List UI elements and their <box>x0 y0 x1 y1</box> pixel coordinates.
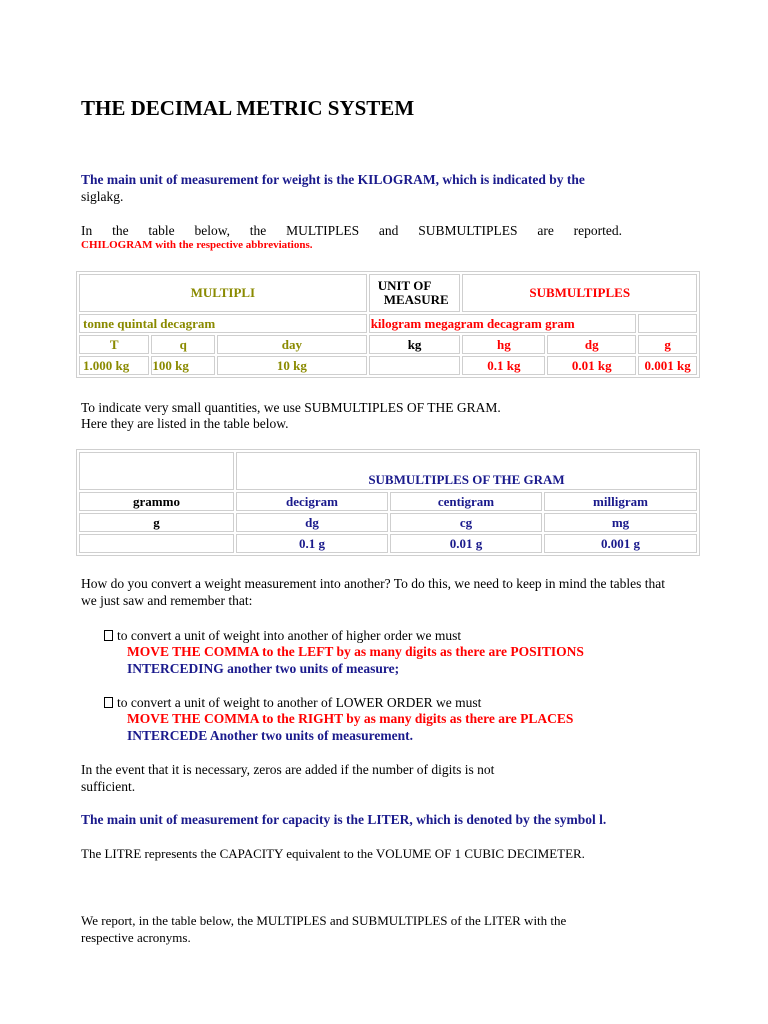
value-cell: 0.01 kg <box>547 356 636 375</box>
value-cell: 100 kg <box>151 356 215 375</box>
gram-submultiples-header: SUBMULTIPLES OF THE GRAM <box>236 452 697 490</box>
submultiples-header: SUBMULTIPLES <box>462 274 697 312</box>
zeros-note-2: sufficient. <box>81 779 136 794</box>
symbol-cell: mg <box>544 513 697 532</box>
rule-right-2: INTERCEDE Another two units of measurement. <box>127 728 414 743</box>
bullet-lower-order: to convert a unit of weight to another of LOWER ORDER we must <box>104 695 481 711</box>
unit-name-cell: centigram <box>390 492 542 511</box>
value-cell: 0.001 kg <box>638 356 697 375</box>
value-cell: 1.000 kg <box>79 356 149 375</box>
rule-left: MOVE THE COMMA to the LEFT by as many digits as there are POSITIONS <box>127 644 584 659</box>
symbol-cell: q <box>151 335 215 354</box>
conversion-question-2: we just saw and remember that: <box>81 593 253 608</box>
symbol-cell: g <box>79 513 234 532</box>
missing-glyph-icon <box>104 630 113 641</box>
rule-right: MOVE THE COMMA to the RIGHT by as many digits as there are PLACES <box>127 711 574 726</box>
symbol-cell: cg <box>390 513 542 532</box>
value-cell: 0.01 g <box>390 534 542 553</box>
page-title: THE DECIMAL METRIC SYSTEM <box>81 96 415 120</box>
liter-table-intro-2: respective acronyms. <box>81 930 191 945</box>
value-cell: 10 kg <box>217 356 367 375</box>
unit-name-cell: decigram <box>236 492 388 511</box>
litre-definition: The LITRE represents the CAPACITY equivalent to the VOLUME OF 1 CUBIC DECIMETER. <box>81 846 585 861</box>
liter-table-intro: We report, in the table below, the MULTIPLES and SUBMULTIPLES of the LITER with the <box>81 913 567 928</box>
multiples-names: tonne quintal decagram <box>79 314 367 333</box>
submultiples-intro-2: Here they are listed in the table below. <box>81 416 289 431</box>
conversion-question: How do you convert a weight measurement into another? To do this, we need to keep in mind the tables that <box>81 576 666 591</box>
value-cell <box>79 534 234 553</box>
empty-header-cell <box>79 452 234 490</box>
unit-of-measure-header: UNIT OF MEASURE <box>369 274 461 312</box>
symbol-cell: day <box>217 335 367 354</box>
missing-glyph-icon <box>104 697 113 708</box>
table-intro: In the table below, the MULTIPLES and SUBMULTIPLES are reported. <box>81 223 622 238</box>
kilogram-symbol-line: siglakg. <box>81 189 124 204</box>
empty-cell <box>638 314 697 333</box>
value-cell: 0.1 g <box>236 534 388 553</box>
capacity-main: The main unit of measurement for capacity is the LITER, which is denoted by the symbol l. <box>81 812 607 827</box>
symbol-cell: kg <box>369 335 461 354</box>
value-cell: 0.001 g <box>544 534 697 553</box>
value-cell <box>369 356 461 375</box>
weight-multiples-table <box>76 271 700 378</box>
unit-name-cell: milligram <box>544 492 697 511</box>
submultiples-names: kilogram megagram decagram gram <box>369 314 637 333</box>
multipli-header: MULTIPLI <box>79 274 367 312</box>
red-note: CHILOGRAM with the respective abbreviations. <box>81 239 313 251</box>
value-cell: 0.1 kg <box>462 356 545 375</box>
symbol-cell: T <box>79 335 149 354</box>
submultiples-intro: To indicate very small quantities, we use SUBMULTIPLES OF THE GRAM. <box>81 400 501 415</box>
symbol-cell: dg <box>236 513 388 532</box>
symbol-cell: hg <box>462 335 545 354</box>
unit-name-cell: grammo <box>79 492 234 511</box>
kilogram-intro: The main unit of measurement for weight is the KILOGRAM, which is indicated by the <box>81 172 585 187</box>
gram-submultiples-table <box>76 449 700 556</box>
symbol-cell: dg <box>547 335 636 354</box>
bullet-higher-order: to convert a unit of weight into another of higher order we must <box>104 628 461 644</box>
rule-left-2: INTERCEDING another two units of measure; <box>127 661 400 676</box>
symbol-cell: g <box>638 335 697 354</box>
zeros-note: In the event that it is necessary, zeros are added if the number of digits is not <box>81 762 495 777</box>
